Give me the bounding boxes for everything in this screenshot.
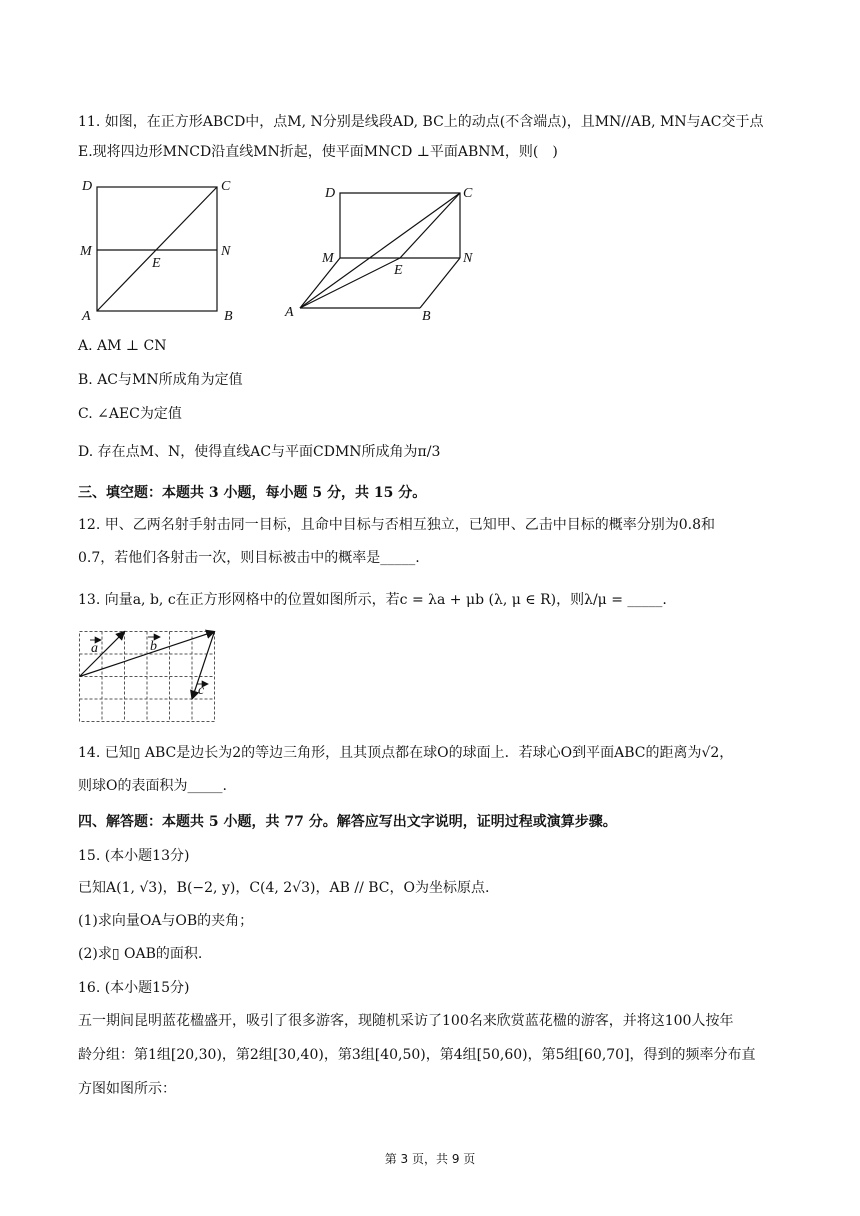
q14-line1: 14. 已知▯ ABC是边长为2的等边三角形，且其顶点都在球O的球面上．若球心O到平面ABC的距离为√2， <box>78 745 734 761</box>
q13-grid-figure <box>78 630 218 725</box>
q11-option-b: B. AC与MN所成角为定值 <box>78 372 243 388</box>
label-n2: N <box>463 251 473 266</box>
label-c: C <box>221 179 231 194</box>
q16-line3: 方图如图所示： <box>78 1081 176 1097</box>
q11-square-figure <box>78 175 248 325</box>
q15-part1: (1)求向量OA与OB的夹角； <box>78 913 254 929</box>
section4-heading: 四、解答题：本题共 5 小题，共 77 分。解答应写出文字说明，证明过程或演算步骤。 <box>78 814 617 830</box>
q14-line2: 则球O的表面积为_____. <box>78 778 227 794</box>
page-footer: 第 3 页，共 9 页 <box>384 1152 476 1166</box>
label-a2: A <box>285 305 294 320</box>
q11-option-d: D. 存在点M、N，使得直线AC与平面CDMN所成角为π/3 <box>78 444 441 460</box>
label-vector-a: a <box>91 641 98 656</box>
q11-option-a: A. AM ⊥ CN <box>78 338 167 354</box>
section3-heading: 三、填空题：本题共 3 小题，每小题 5 分，共 15 分。 <box>78 485 427 501</box>
label-e2: E <box>394 263 403 278</box>
label-d: D <box>82 179 93 194</box>
segment-ec <box>400 193 460 258</box>
label-a: A <box>82 309 91 324</box>
q16-line1: 五一期间昆明蓝花楹盛开，吸引了很多游客，现随机采访了100名来欣赏蓝花楹的游客，并将这100人按年 <box>78 1013 734 1029</box>
grid-lines <box>80 632 215 722</box>
face-mncd <box>340 193 460 258</box>
label-vector-c: c <box>198 683 205 698</box>
label-b2: B <box>422 309 431 324</box>
q11-folded-figure <box>285 180 485 325</box>
q15-given: 已知A(1, √3)，B(−2, y)，C(4, 2√3)，AB // BC，O为坐标原点. <box>78 880 490 896</box>
q11-stem-line1: 11. 如图，在正方形ABCD中，点M, N分别是线段AD, BC上的动点(不含端点)，且MN//AB, MN与AC交于点 <box>78 114 764 130</box>
q16-line2: 龄分组：第1组[20,30)，第2组[30,40)，第3组[40,50)，第4组[50,60)，第5组[60,70]，得到的频率分布直 <box>78 1047 756 1063</box>
label-m2: M <box>322 251 334 266</box>
label-b: B <box>224 309 233 324</box>
q12-line1: 12. 甲、乙两名射手射击同一目标，且命中目标与否相互独立，已知甲、乙击中目标的概率分别为0.8和 <box>78 517 715 533</box>
q12-line2: 0.7，若他们各射击一次，则目标被击中的概率是_____. <box>78 550 420 566</box>
label-vector-b: b <box>150 639 157 654</box>
label-n: N <box>221 244 231 259</box>
label-d2: D <box>325 186 336 201</box>
label-c2: C <box>463 186 473 201</box>
q11-stem-line2: E.现将四边形MNCD沿直线MN折起，使平面MNCD ⊥平面ABNM，则( ) <box>78 144 558 160</box>
label-m: M <box>80 244 92 259</box>
q11-option-c: C. ∠AEC为定值 <box>78 406 182 422</box>
segment-ae <box>300 258 400 308</box>
segment-nb <box>420 258 460 308</box>
segment-ac <box>97 187 217 311</box>
q16-title: 16. (本小题15分) <box>78 980 190 996</box>
q15-part2: (2)求▯ OAB的面积. <box>78 946 203 962</box>
q13-stem: 13. 向量a, b, c在正方形网格中的位置如图所示，若c = λa + μb (λ, μ ∈ R)，则λ/μ = _____. <box>78 592 667 608</box>
label-e: E <box>152 256 161 271</box>
q15-title: 15. (本小题13分) <box>78 848 190 864</box>
